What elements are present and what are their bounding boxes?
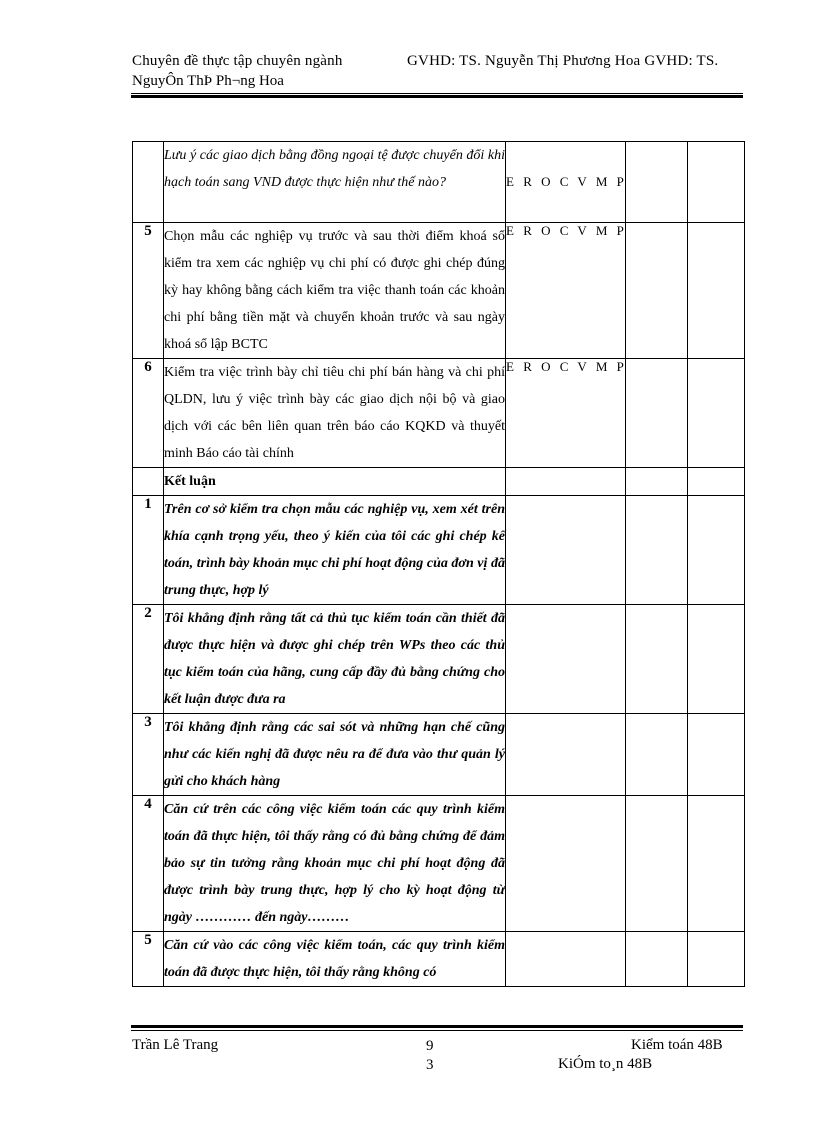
header-topic: Chuyên đề thực tập chuyên ngành — [132, 53, 343, 69]
blank-cell — [626, 142, 688, 223]
blank-cell — [626, 796, 688, 932]
footer-page-number-duplicate: 3 — [426, 1057, 434, 1073]
assertion-codes — [506, 796, 626, 932]
blank-cell — [688, 223, 745, 359]
row-number: 2 — [133, 605, 164, 714]
blank-cell — [688, 468, 745, 496]
row-number: 5 — [133, 223, 164, 359]
assertion-codes — [506, 468, 626, 496]
row-number — [133, 468, 164, 496]
conclusion-text: Căn cứ trên các công việc kiểm toán các quy trình kiểm toán đã thực hiện, tôi thấy rằng có đủ bằng chứng để đảm bảo sự tin tưởng rằng khoản mục chi phí hoạt động đã được trình bày trung thực, hợp lý cho kỳ hoạt động từ ngày ………… đến ngày……… — [164, 796, 506, 932]
assertion-codes — [506, 605, 626, 714]
row-number — [133, 142, 164, 223]
assertion-codes: E R O C V M P — [506, 359, 626, 468]
header-supervisor-garbled: NguyÔn ThÞ Ph¬ng Hoa — [132, 73, 284, 89]
row-number: 4 — [133, 796, 164, 932]
row-number: 6 — [133, 359, 164, 468]
header-rule-thin — [131, 93, 743, 94]
footer-author: Trần Lê Trang — [132, 1037, 219, 1053]
table-row — [133, 714, 745, 796]
conclusion-text: Tôi khẳng định rằng các sai sót và những hạn chế cũng như các kiến nghị đã được nêu ra để đưa vào thư quản lý gửi cho khách hàng — [164, 714, 506, 796]
table-row — [133, 605, 745, 714]
footer-rule-thick — [131, 1025, 743, 1028]
blank-cell — [688, 714, 745, 796]
audit-program-table — [132, 141, 745, 987]
table-row — [133, 359, 745, 468]
blank-cell — [688, 605, 745, 714]
table-row — [133, 223, 745, 359]
table-row — [133, 932, 745, 987]
row-number: 1 — [133, 496, 164, 605]
table-row — [133, 796, 745, 932]
blank-cell — [626, 605, 688, 714]
blank-cell — [626, 932, 688, 987]
conclusion-text: Tôi khẳng định rằng tất cả thủ tục kiểm toán cần thiết đã được thực hiện và được ghi chép trên WPs theo các thủ tục kiểm toán của hãng, cung cấp đầy đủ bằng chứng cho kết luận được đưa ra — [164, 605, 506, 714]
blank-cell — [688, 359, 745, 468]
procedure-text: Lưu ý các giao dịch bằng đồng ngoại tệ được chuyển đổi khi hạch toán sang VND được thực hiện như thế nào? — [164, 142, 506, 223]
conclusion-text: Trên cơ sở kiểm tra chọn mẫu các nghiệp vụ, xem xét trên khía cạnh trọng yếu, theo ý kiến của tôi các ghi chép kế toán, trình bày khoản mục chi phí hoạt động của đơn vị đã trung thực, hợp lý — [164, 496, 506, 605]
header-rule-thick — [131, 95, 743, 98]
assertion-codes: E R O C V M P — [506, 142, 626, 223]
blank-cell — [626, 468, 688, 496]
blank-cell — [688, 496, 745, 605]
assertion-codes — [506, 932, 626, 987]
assertion-codes — [506, 496, 626, 605]
section-heading-conclusion: Kết luận — [164, 468, 506, 496]
assertion-codes: E R O C V M P — [506, 223, 626, 359]
footer-page-number: 9 — [426, 1038, 434, 1054]
table-row-heading — [133, 468, 745, 496]
table-row — [133, 496, 745, 605]
header-supervisor: GVHD: TS. Nguyễn Thị Phương Hoa GVHD: TS. — [407, 53, 719, 69]
footer-course-garbled: KiÓm to¸n 48B — [558, 1056, 653, 1072]
row-number: 3 — [133, 714, 164, 796]
assertion-codes — [506, 714, 626, 796]
blank-cell — [626, 223, 688, 359]
footer-rule-thin — [131, 1030, 743, 1031]
table-row — [133, 142, 745, 223]
blank-cell — [626, 714, 688, 796]
footer-course: Kiểm toán 48B — [631, 1037, 723, 1053]
blank-cell — [688, 142, 745, 223]
procedure-text: Chọn mẫu các nghiệp vụ trước và sau thời điểm khoá sổ kiểm tra xem các nghiệp vụ chi phí có được ghi chép đúng kỳ hay không bằng cách kiểm tra việc thanh toán các khoản chi phí bằng tiền mặt và chuyển khoản trước và sau ngày khoá sổ lập BCTC — [164, 223, 506, 359]
conclusion-text: Căn cứ vào các công việc kiểm toán, các quy trình kiểm toán đã được thực hiện, tôi thấy rằng không có — [164, 932, 506, 987]
blank-cell — [688, 932, 745, 987]
blank-cell — [626, 359, 688, 468]
row-number: 5 — [133, 932, 164, 987]
procedure-text: Kiểm tra việc trình bày chỉ tiêu chi phí bán hàng và chi phí QLDN, lưu ý việc trình bày các giao dịch nội bộ và giao dịch với các bên liên quan trên báo cáo KQKD và thuyết minh Báo cáo tài chính — [164, 359, 506, 468]
blank-cell — [688, 796, 745, 932]
blank-cell — [626, 496, 688, 605]
